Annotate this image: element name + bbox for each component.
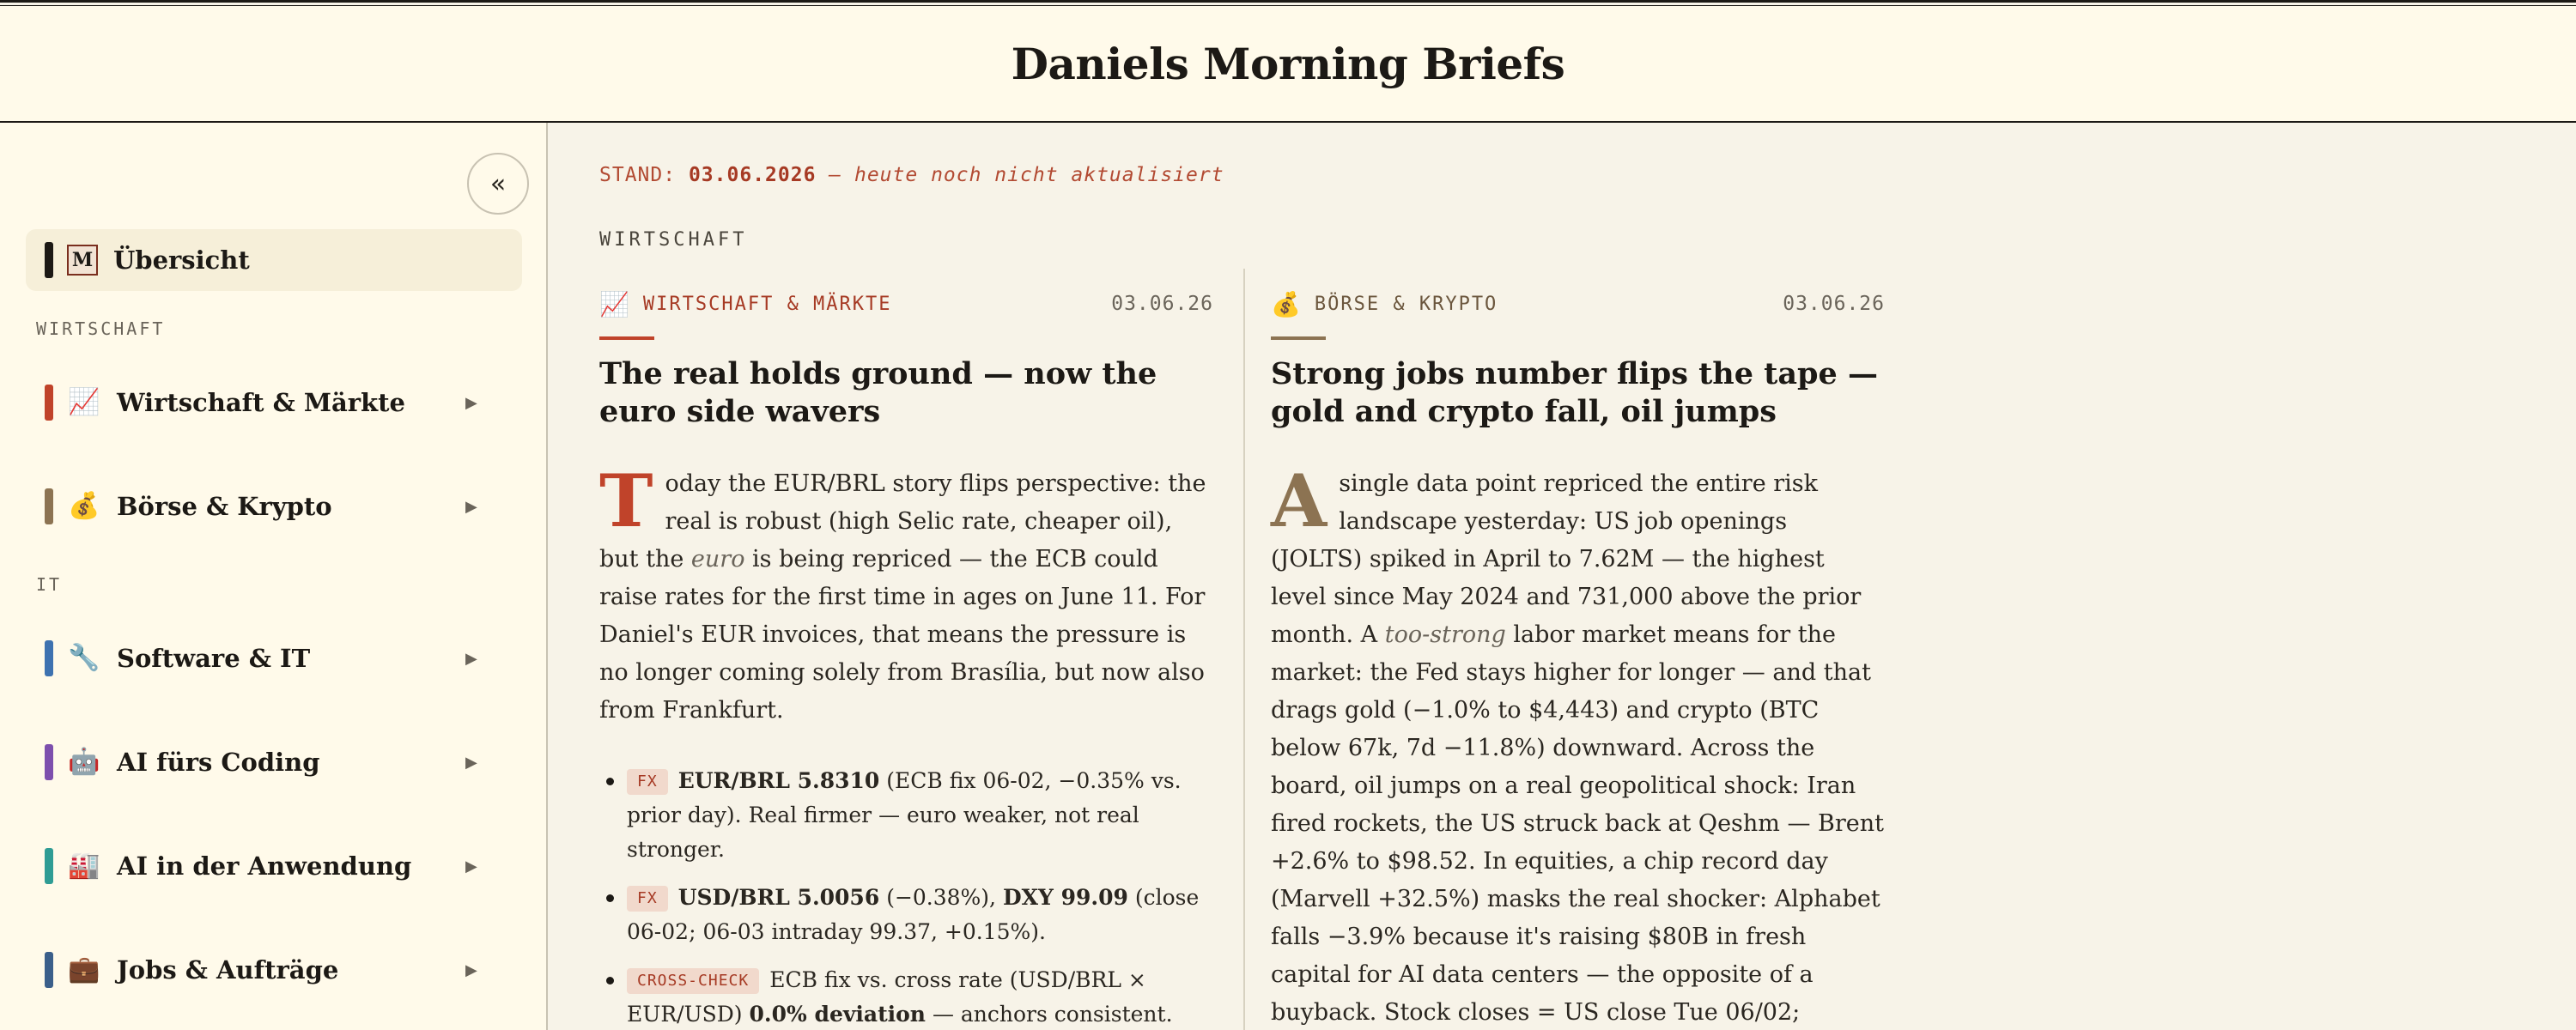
bullet-text: ECB fix vs. cross rate (USD/BRL × EUR/USD) bbox=[627, 967, 1146, 1027]
card-date: 03.06.26 bbox=[1783, 293, 1885, 315]
card-bullet-list bbox=[599, 764, 1213, 1030]
newspaper-m-icon: M bbox=[67, 245, 98, 276]
card-category[interactable] bbox=[599, 290, 892, 318]
sidebar-item-label: AI fürs Coding bbox=[117, 748, 320, 777]
sidebar bbox=[0, 123, 548, 1030]
card-category-label: BÖRSE & KRYPTO bbox=[1314, 293, 1498, 315]
bullet-text: (ECB fix 06-02, −0.35% vs. prior day). Real firmer — euro weaker, not real stronger. bbox=[627, 768, 1182, 862]
card-accent-rule bbox=[1271, 336, 1326, 340]
sidebar-section-it: IT bbox=[36, 574, 63, 595]
robot-icon: 🤖 bbox=[68, 747, 100, 777]
card-body bbox=[1271, 458, 1885, 1030]
site-title: Daniels Morning Briefs bbox=[1011, 38, 1565, 89]
sidebar-item-software-it[interactable] bbox=[26, 627, 522, 689]
dropcap: A bbox=[1271, 458, 1327, 543]
column-divider bbox=[1243, 269, 1245, 1030]
sidebar-item-label: Jobs & Aufträge bbox=[117, 955, 339, 985]
bullet-bold: USD/BRL 5.0056 bbox=[677, 885, 880, 910]
tag-badge: FX bbox=[627, 769, 668, 795]
expand-arrow-icon[interactable]: ▶ bbox=[465, 497, 477, 516]
site-header bbox=[0, 6, 2576, 123]
stand-date: 03.06.2026 bbox=[688, 164, 817, 186]
chart-increasing-icon: 📈 bbox=[599, 289, 631, 318]
bullet-bold: 0.0% deviation bbox=[749, 1002, 926, 1027]
card-date: 03.06.26 bbox=[1111, 293, 1213, 315]
dropcap: T bbox=[599, 458, 653, 543]
card-accent-rule bbox=[599, 336, 654, 340]
nav-color-bar bbox=[45, 744, 53, 780]
sidebar-collapse-button[interactable] bbox=[467, 153, 529, 215]
card-body-emphasis: euro bbox=[690, 546, 745, 573]
main-content bbox=[550, 123, 2576, 1030]
bullet-text: (close 06-02; 06-03 intraday 99.37, +0.15%). bbox=[627, 885, 1200, 944]
wrench-icon: 🔧 bbox=[68, 643, 100, 673]
card-body-emphasis: too-strong bbox=[1384, 621, 1506, 648]
nav-color-bar bbox=[45, 242, 53, 278]
card-body-text: single data point repriced the entire risk landscape yesterday: US job openings (JOLTS) spiked in April to 7.62M — the highest level since May 2024 and 731,000 above the prior month. A bbox=[1271, 470, 1862, 648]
section-title: WIRTSCHAFT bbox=[599, 229, 748, 251]
money-bag-icon: 💰 bbox=[1271, 289, 1303, 318]
sidebar-item-label: Wirtschaft & Märkte bbox=[117, 388, 405, 417]
nav-color-bar bbox=[45, 385, 53, 421]
card-header bbox=[1271, 288, 1885, 319]
tag-badge: FX bbox=[627, 886, 668, 912]
sidebar-item-label: Software & IT bbox=[117, 644, 311, 673]
money-bag-icon: 💰 bbox=[68, 491, 100, 521]
expand-arrow-icon[interactable]: ▶ bbox=[465, 960, 477, 979]
briefcase-icon: 💼 bbox=[68, 954, 100, 985]
card-title[interactable]: Strong jobs number flips the tape — gold and crypto fall, oil jumps bbox=[1271, 356, 1878, 429]
tag-badge: CROSS-CHECK bbox=[627, 968, 759, 994]
card-body-text: labor market means for the market: the Fed stays higher for longer — and that drags gold (−1.0% to $4,443) and crypto (BTC below 67k, 7d −11.8%) downward. Across the board, oil jumps on a real geopolitical shock: Iran fired rockets, the US struck back at Qeshm — Brent +2.6% to $98.52. In equities, a chip record day (Marvell +32.5%) masks the real shocker: Alphabet falls −3.9% because it's raising $80B in fresh capital for AI data centers — the opposite of a buyback. Stock closes = US close Tue 06/02; bbox=[1271, 621, 1885, 1026]
bullet-bold: EUR/BRL 5.8310 bbox=[677, 768, 880, 793]
list-item bbox=[599, 963, 1213, 1030]
card-category-label: WIRTSCHAFT & MÄRKTE bbox=[642, 293, 892, 315]
sidebar-item-overview[interactable] bbox=[26, 229, 522, 291]
nav-color-bar bbox=[45, 952, 53, 988]
nav-color-bar bbox=[45, 488, 53, 524]
factory-icon: 🏭 bbox=[68, 851, 100, 881]
card-category[interactable] bbox=[1271, 290, 1498, 318]
header-top-rule bbox=[0, 0, 2576, 3]
brief-card-boerse[interactable] bbox=[1271, 288, 1885, 1030]
expand-arrow-icon[interactable]: ▶ bbox=[465, 857, 477, 876]
card-body-text: oday the EUR/BRL story flips perspective: the real is robust (high Selic rate, cheaper oil), but the bbox=[599, 470, 1206, 573]
double-chevron-left-icon: « bbox=[489, 168, 507, 199]
sidebar-section-wirtschaft: WIRTSCHAFT bbox=[36, 318, 166, 339]
stand-note: — heute noch nicht aktualisiert bbox=[829, 164, 1224, 186]
chart-increasing-icon: 📈 bbox=[68, 387, 100, 417]
nav-color-bar bbox=[45, 848, 53, 884]
brief-card-wirtschaft[interactable] bbox=[599, 288, 1213, 1030]
sidebar-item-label: AI in der Anwendung bbox=[117, 851, 412, 881]
sidebar-item-jobs-auftraege[interactable] bbox=[26, 939, 522, 1001]
sidebar-item-label: Übersicht bbox=[113, 245, 250, 275]
bullet-text: — anchors consistent. bbox=[932, 1002, 1173, 1027]
expand-arrow-icon[interactable]: ▶ bbox=[465, 753, 477, 772]
list-item bbox=[599, 764, 1213, 867]
card-header bbox=[599, 288, 1213, 319]
sidebar-item-boerse-krypto[interactable] bbox=[26, 476, 522, 537]
sidebar-item-wirtschaft-maerkte[interactable] bbox=[26, 372, 522, 433]
list-item bbox=[599, 881, 1213, 949]
card-body bbox=[599, 458, 1213, 730]
expand-arrow-icon[interactable]: ▶ bbox=[465, 393, 477, 412]
sidebar-item-label: Börse & Krypto bbox=[117, 492, 332, 521]
bullet-bold: DXY 99.09 bbox=[1002, 885, 1128, 910]
card-body-text: is being repriced — the ECB could raise rates for the first time in ages on June 11. For Daniel's EUR invoices, that means the pressure is no longer coming solely from Brasília, but now also from Frankfurt. bbox=[599, 546, 1206, 724]
sidebar-item-ai-coding[interactable] bbox=[26, 731, 522, 793]
stand-label: STAND: bbox=[599, 164, 677, 186]
nav-color-bar bbox=[45, 640, 53, 676]
expand-arrow-icon[interactable]: ▶ bbox=[465, 649, 477, 668]
sidebar-item-ai-anwendung[interactable] bbox=[26, 835, 522, 897]
stand-status bbox=[599, 164, 1224, 186]
card-title[interactable]: The real holds ground — now the euro side wavers bbox=[599, 356, 1157, 429]
bullet-text: (−0.38%), bbox=[886, 885, 997, 910]
